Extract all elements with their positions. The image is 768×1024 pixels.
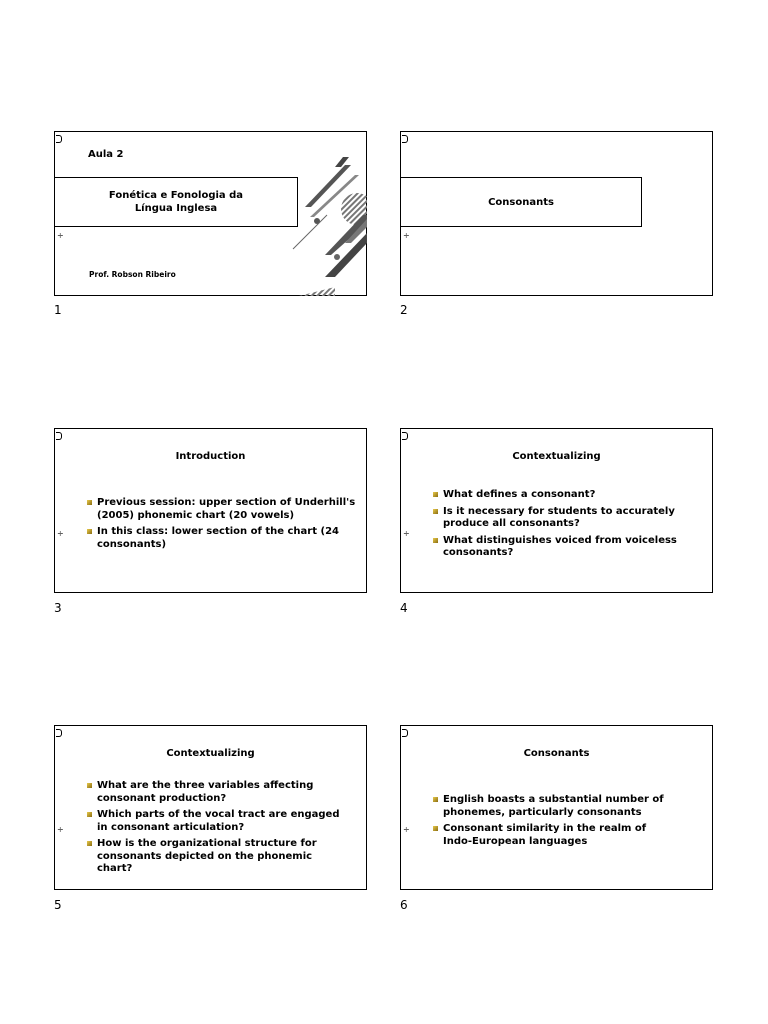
- bullet-icon: [87, 812, 92, 817]
- side-mark-icon: ÷: [57, 529, 64, 538]
- slide-corner-icon: [402, 729, 408, 737]
- bullet-list: [87, 497, 357, 555]
- bullet-icon: [433, 826, 438, 831]
- slide-title: Contextualizing: [166, 748, 255, 759]
- slide-corner-icon: [402, 135, 408, 143]
- list-item: Consonant similarity in the realm of Indo-European languages: [433, 823, 678, 848]
- side-mark-icon: ÷: [403, 529, 410, 538]
- bullet-icon: [433, 797, 438, 802]
- slide-corner-icon: [56, 729, 62, 737]
- bullet-icon: [87, 783, 92, 788]
- side-mark-icon: ÷: [403, 825, 410, 834]
- title-line-1: Fonética e Fonologia da: [108, 190, 244, 201]
- slide-5: [54, 725, 367, 890]
- bullet-icon: [87, 500, 92, 505]
- slide-title: Contextualizing: [512, 451, 601, 462]
- slide-title: Consonants: [488, 196, 554, 208]
- bullet-icon: [87, 841, 92, 846]
- slide-4: [400, 428, 713, 593]
- bullet-icon: [433, 538, 438, 543]
- bullet-list: [433, 489, 683, 564]
- bullet-icon: [433, 509, 438, 514]
- list-item: English boasts a substantial number of phonemes, particularly consonants: [433, 794, 678, 819]
- slide-corner-icon: [56, 432, 62, 440]
- slide-corner-icon: [402, 432, 408, 440]
- slide-2: [400, 131, 713, 296]
- bullet-icon: [87, 529, 92, 534]
- slide-number: 3: [54, 601, 62, 615]
- slide-corner-icon: [56, 135, 62, 143]
- side-mark-icon: ÷: [57, 825, 64, 834]
- list-item: What defines a consonant?: [433, 489, 683, 502]
- bullet-icon: [433, 492, 438, 497]
- decorative-graphic: [285, 157, 367, 296]
- side-mark-icon: ÷: [57, 231, 64, 240]
- slide-title: Consonants: [523, 748, 590, 759]
- slide-number: 1: [54, 303, 62, 317]
- slide-number: 2: [400, 303, 408, 317]
- title-line-2: Língua Inglesa: [134, 203, 218, 214]
- side-mark-icon: ÷: [403, 231, 410, 240]
- list-item: What distinguishes voiced from voiceless consonants?: [433, 535, 683, 560]
- list-item: What are the three variables affecting consonant production?: [87, 780, 342, 805]
- slide-number: 4: [400, 601, 408, 615]
- author-label: Prof. Robson Ribeiro: [89, 270, 176, 279]
- slide-title: Introduction: [175, 451, 246, 462]
- list-item: Previous session: upper section of Underhill's (2005) phonemic chart (20 vowels): [87, 497, 357, 522]
- slide-3: [54, 428, 367, 593]
- list-item: In this class: lower section of the chart (24 consonants): [87, 526, 357, 551]
- title-box: [400, 177, 642, 227]
- list-item: Which parts of the vocal tract are engaged in consonant articulation?: [87, 809, 342, 834]
- bullet-list: [87, 780, 342, 880]
- slide-number: 6: [400, 898, 408, 912]
- bullet-list: [433, 794, 678, 852]
- lesson-label: Aula 2: [88, 149, 124, 160]
- title-box: [54, 177, 298, 227]
- list-item: Is it necessary for students to accurately produce all consonants?: [433, 506, 683, 531]
- slide-1: [54, 131, 367, 296]
- slide-6: [400, 725, 713, 890]
- slide-number: 5: [54, 898, 62, 912]
- list-item: How is the organizational structure for consonants depicted on the phonemic chart?: [87, 838, 342, 876]
